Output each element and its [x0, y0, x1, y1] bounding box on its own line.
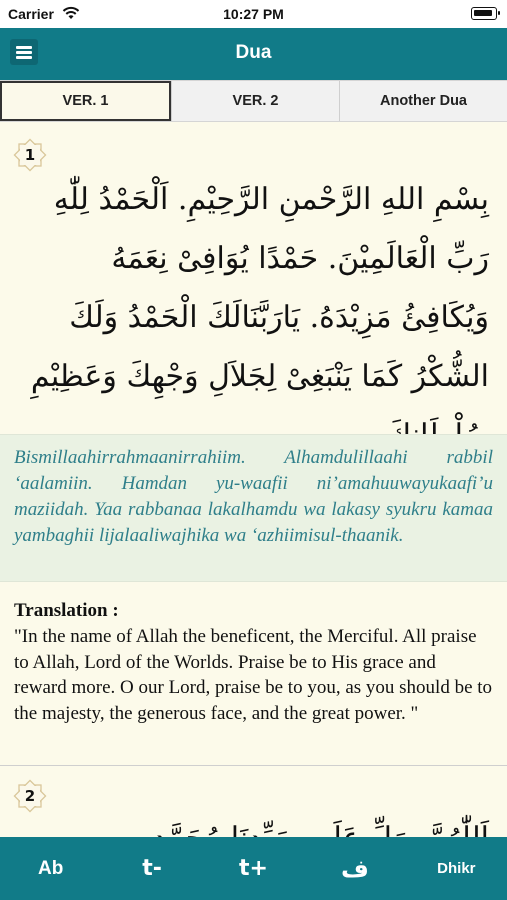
arabic-font-button[interactable]: ف: [340, 854, 369, 883]
dhikr-button[interactable]: Dhikr: [437, 860, 476, 877]
bottom-toolbar: [0, 837, 507, 900]
transliteration-text: Bismillaahirrahmaanirrahiim. Alhamdulillaahi rabbil ‘aalamiin. Hamdan yu-waafii ni’amahuuwayukaafi’u maziidah. Yaa rabbanaa lakalhamdu wa lakasy syukru kamaa yambaghii lijalaaliwajhika wa ‘azhiimisul-thaanik.: [14, 447, 493, 546]
arabic-text: بِسْمِ اللهِ الرَّحْمنِ الرَّحِيْمِ. اَلْحَمْدُ لِلّٰهِ رَبِّ الْعَالَمِيْنَ. حَمْدًا يُوَافِىْ نِعَمَهُ وَيُكَافِئُ مَزِيْدَهُ. يَارَبَّنَالَكَ الْحَمْدُ وَلَكَ الشُّكْرُ كَمَا يَنْبَغِىْ لِجَلاَلِ وَجْهِكَ وَعَظِيْمِ: [30, 182, 489, 394]
tab-ver-2[interactable]: VER. 2: [171, 81, 339, 121]
dua-number-badge: [12, 137, 48, 173]
status-bar: [0, 0, 507, 28]
dua-number: 1: [24, 146, 36, 164]
navigation-bar: [0, 28, 507, 80]
decrease-font-button[interactable]: t-: [142, 856, 162, 881]
clock: 10:27 PM: [223, 6, 284, 22]
dua-number: 2: [24, 787, 36, 805]
transliteration-panel: [0, 434, 507, 582]
dua-content[interactable]: [0, 122, 507, 837]
page-title: Dua: [235, 42, 272, 63]
tab-another-dua[interactable]: Another Dua: [339, 81, 507, 121]
translation-label: Translation :: [14, 600, 119, 621]
version-tabs: [0, 80, 507, 122]
tab-ver-1[interactable]: VER. 1: [0, 81, 171, 121]
translation-text: "In the name of Allah the beneficent, the Merciful. All praise to Allah, Lord of the Worlds. Praise be to His grace and reward more. O our Lord, praise be to you, as you should be to the majesty, the generous face, and the great power. ": [14, 626, 493, 724]
section-divider: [0, 765, 507, 766]
increase-font-button[interactable]: t+: [239, 856, 268, 881]
text-style-button[interactable]: Ab: [38, 857, 64, 879]
battery-icon: [471, 7, 497, 20]
carrier-label: Carrier: [8, 6, 54, 22]
